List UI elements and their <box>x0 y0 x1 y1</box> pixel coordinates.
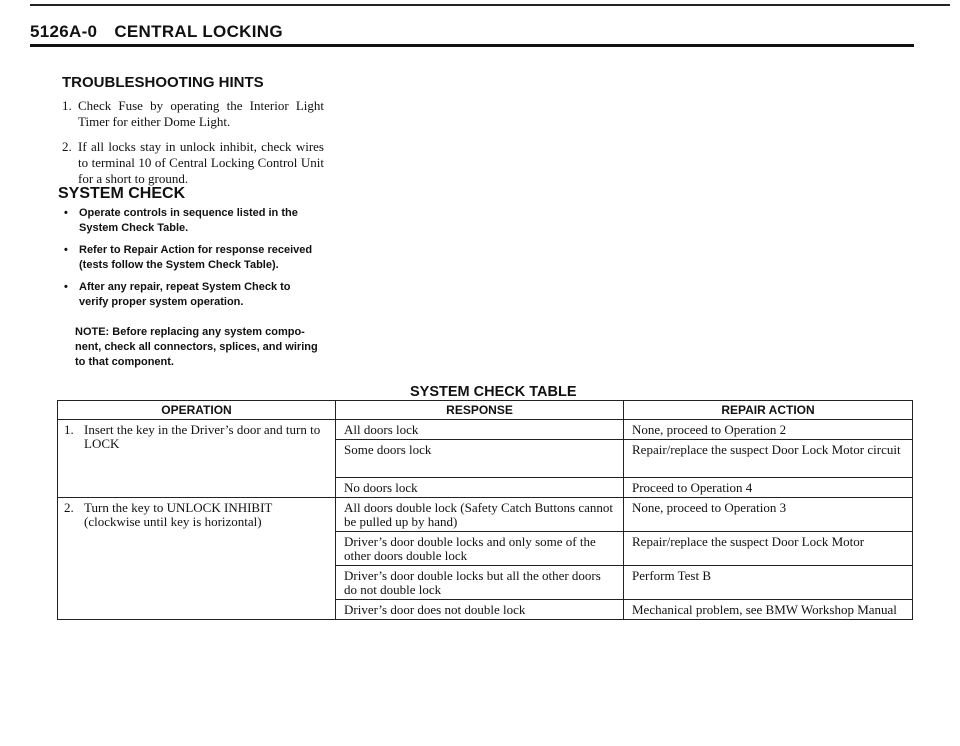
column-header-repair: REPAIR ACTION <box>624 401 913 420</box>
system-check-heading: SYSTEM CHECK <box>58 185 186 202</box>
section-title: CENTRAL LOCKING <box>114 22 283 41</box>
column-header-response: RESPONSE <box>336 401 624 420</box>
list-item <box>62 139 324 187</box>
troubleshooting-heading: TROUBLESHOOTING HINTS <box>62 74 264 91</box>
response-cell: No doors lock <box>336 478 624 498</box>
bullet-text: After any repair, repeat System Check to verify proper system operation. <box>79 281 291 308</box>
operation-text: Turn the key to UNLOCK INHIBIT (clockwise until key is horizontal) <box>84 500 273 529</box>
operation-cell <box>58 420 336 498</box>
system-check-bullets <box>62 206 322 317</box>
operation-number: 2. <box>64 500 74 515</box>
page-header <box>30 22 283 42</box>
bullet-icon: • <box>64 281 68 293</box>
operation-number: 1. <box>64 422 74 437</box>
table-header-row <box>58 401 913 420</box>
response-cell: Some doors lock <box>336 440 624 478</box>
table-row <box>58 420 913 440</box>
repair-cell: Repair/replace the suspect Door Lock Motor <box>624 532 913 566</box>
item-text: Check Fuse by operating the Interior Light Timer for either Dome Light. <box>78 98 324 129</box>
response-cell: All doors lock <box>336 420 624 440</box>
system-check-table <box>57 400 913 620</box>
repair-cell: Perform Test B <box>624 566 913 600</box>
repair-cell: Mechanical problem, see BMW Workshop Manual <box>624 600 913 620</box>
note-text: NOTE: Before replacing any system compo- nent, check all connectors, splices, and wiring to that component. <box>75 326 318 368</box>
response-cell: Driver’s door double locks and only some of the other doors double lock <box>336 532 624 566</box>
item-number: 2. <box>62 139 72 154</box>
response-cell: Driver’s door does not double lock <box>336 600 624 620</box>
item-text: If all locks stay in unlock inhibit, check wires to terminal 10 of Central Locking Control Unit for a short to ground. <box>78 139 324 186</box>
section-code: 5126A-0 <box>30 22 98 41</box>
response-cell: All doors double lock (Safety Catch Buttons cannot be pulled up by hand) <box>336 498 624 532</box>
repair-cell: Proceed to Operation 4 <box>624 478 913 498</box>
column-header-operation: OPERATION <box>58 401 336 420</box>
repair-cell: None, proceed to Operation 3 <box>624 498 913 532</box>
list-item <box>62 206 322 236</box>
troubleshooting-list <box>62 98 324 196</box>
operation-text: Insert the key in the Driver’s door and turn to LOCK <box>84 422 321 451</box>
list-item <box>62 243 322 273</box>
item-number: 1. <box>62 98 72 113</box>
repair-cell: Repair/replace the suspect Door Lock Motor circuit <box>624 440 913 478</box>
bullet-icon: • <box>64 244 68 256</box>
header-rule <box>30 44 914 47</box>
table-title: SYSTEM CHECK TABLE <box>410 384 577 400</box>
bullet-text: Operate controls in sequence listed in the System Check Table. <box>79 207 298 234</box>
table-row <box>58 498 913 532</box>
repair-cell: None, proceed to Operation 2 <box>624 420 913 440</box>
bullet-text: Refer to Repair Action for response received (tests follow the System Check Table). <box>79 244 313 271</box>
list-item <box>62 98 324 130</box>
bullet-icon: • <box>64 207 68 219</box>
list-item <box>62 280 322 310</box>
top-rule <box>30 4 950 6</box>
response-cell: Driver’s door double locks but all the other doors do not double lock <box>336 566 624 600</box>
operation-cell <box>58 498 336 620</box>
